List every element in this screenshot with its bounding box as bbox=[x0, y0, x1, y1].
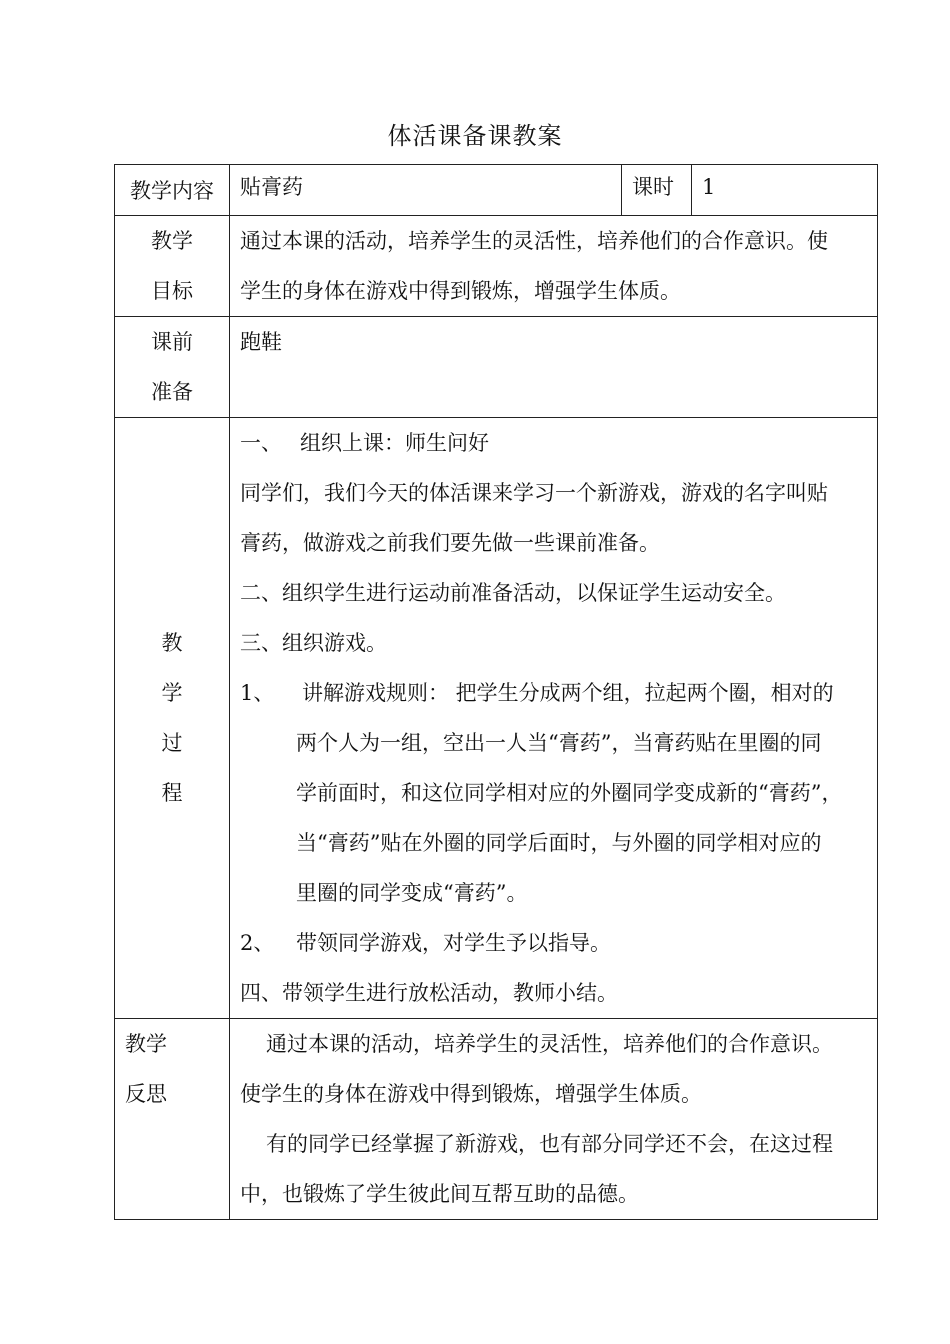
lead-game-item bbox=[240, 918, 877, 968]
process-step-1 bbox=[240, 418, 877, 468]
reflection-line: 使学生的身体在游戏中得到锻炼，增强学生体质。 bbox=[240, 1082, 702, 1106]
process-intro-line: 同学们，我们今天的体活课来学习一个新游戏，游戏的名字叫贴 bbox=[240, 481, 828, 505]
reflection-line: 通过本课的活动，培养学生的灵活性，培养他们的合作意识。 bbox=[266, 1032, 833, 1056]
game-rule-number: 1、 bbox=[240, 681, 275, 705]
lead-game-text: 带领同学游戏，对学生予以指导。 bbox=[296, 931, 611, 955]
game-rule-line: 里圈的同学变成“膏药”。 bbox=[296, 881, 528, 905]
class-hours-label-cell bbox=[622, 165, 692, 216]
reflection-line: 有的同学已经掌握了新游戏，也有部分同学还不会，在这过程 bbox=[266, 1132, 833, 1156]
teaching-content-label: 教学内容 bbox=[130, 179, 214, 203]
reflection-line: 中，也锻炼了学生彼此间互帮互助的品德。 bbox=[240, 1182, 639, 1206]
teaching-process-label-char: 学 bbox=[161, 681, 183, 705]
teaching-goal-line: 学生的身体在游戏中得到锻炼，增强学生体质。 bbox=[240, 279, 681, 303]
teaching-reflection-label-line: 反思 bbox=[125, 1082, 167, 1106]
process-step-1-text: 组织上课：师生问好 bbox=[300, 431, 489, 455]
preparation-content bbox=[230, 317, 878, 418]
teaching-process-label-char: 教 bbox=[161, 631, 183, 655]
preparation-label-cell bbox=[115, 317, 230, 418]
row-teaching-goal bbox=[115, 216, 878, 317]
teaching-goal-label-line: 教学 bbox=[151, 229, 193, 253]
class-hours-label: 课时 bbox=[632, 175, 674, 199]
process-step-2: 二、组织学生进行运动前准备活动，以保证学生运动安全。 bbox=[240, 581, 786, 605]
teaching-reflection-content bbox=[230, 1019, 878, 1220]
process-step-4: 四、带领学生进行放松活动，教师小结。 bbox=[240, 981, 618, 1005]
class-hours-value: 1 bbox=[702, 175, 716, 199]
preparation-value: 跑鞋 bbox=[240, 330, 282, 354]
document-title: 体活课备课教案 bbox=[387, 122, 563, 150]
game-rule-line: 当“膏药”贴在外圈的同学后面时，与外圈的同学相对应的 bbox=[296, 831, 822, 855]
teaching-process-content bbox=[230, 418, 878, 1019]
teaching-process-label-char: 过 bbox=[161, 731, 183, 755]
game-rule-first-line: 讲解游戏规则： 把学生分成两个组，拉起两个圈，相对的 bbox=[302, 681, 834, 705]
teaching-reflection-label-cell bbox=[115, 1019, 230, 1220]
lead-game-number: 2、 bbox=[240, 931, 275, 955]
row-teaching-reflection bbox=[115, 1019, 878, 1220]
teaching-content-value: 贴膏药 bbox=[240, 175, 303, 199]
teaching-process-label-char: 程 bbox=[161, 781, 183, 805]
teaching-goal-label-cell bbox=[115, 216, 230, 317]
preparation-label-line: 准备 bbox=[151, 380, 193, 404]
row-teaching-process bbox=[115, 418, 878, 1019]
teaching-goal-content bbox=[230, 216, 878, 317]
teaching-content-label-cell bbox=[115, 165, 230, 216]
preparation-label-line: 课前 bbox=[151, 330, 193, 354]
row-teaching-content bbox=[115, 165, 878, 216]
process-step-3: 三、组织游戏。 bbox=[240, 631, 387, 655]
game-rule-line: 两个人为一组，空出一人当“膏药”，当膏药贴在里圈的同 bbox=[296, 731, 822, 755]
process-intro-line: 膏药，做游戏之前我们要先做一些课前准备。 bbox=[240, 531, 660, 555]
game-rule-line: 学前面时，和这位同学相对应的外圈同学变成新的“膏药”， bbox=[296, 781, 843, 805]
teaching-goal-line: 通过本课的活动，培养学生的灵活性，培养他们的合作意识。使 bbox=[240, 229, 828, 253]
teaching-reflection-label-line: 教学 bbox=[125, 1032, 167, 1056]
class-hours-value-cell bbox=[692, 165, 878, 216]
game-rule-item bbox=[240, 668, 877, 718]
process-step-1-number: 一、 bbox=[240, 431, 282, 455]
teaching-content-value-cell bbox=[230, 165, 622, 216]
teaching-process-label-cell bbox=[115, 418, 230, 1019]
teaching-goal-label-line: 目标 bbox=[151, 279, 193, 303]
row-preparation bbox=[115, 317, 878, 418]
lesson-plan-table bbox=[114, 164, 878, 1220]
